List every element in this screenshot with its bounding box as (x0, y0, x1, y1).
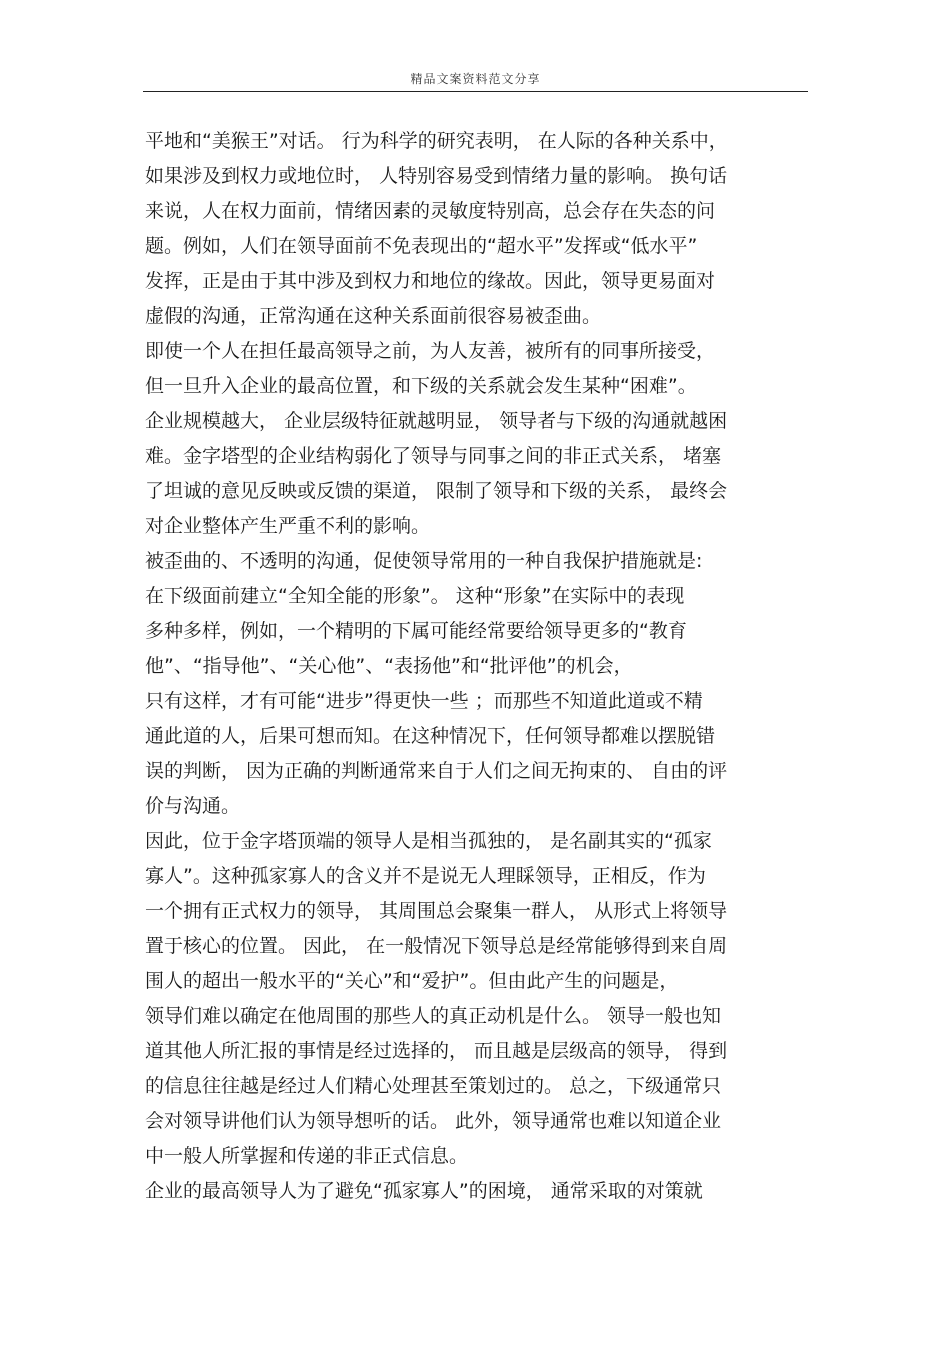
text-line: 难。金字塔型的企业结构弱化了领导与同事之间的非正式关系， 堵塞 (145, 445, 722, 467)
text-line: 了坦诚的意见反映或反馈的渠道， 限制了领导和下级的关系， 最终会 (145, 480, 728, 502)
text-line: 他”、“指导他”、“关心他”、“表扬他”和“批评他”的机会， (145, 655, 633, 677)
text-line: 通此道的人，后果可想而知。在这种情况下，任何领导都难以摆脱错 (145, 725, 716, 747)
text-line: 虚假的沟通，正常沟通在这种关系面前很容易被歪曲。 (145, 305, 602, 327)
text-line: 因此，位于金字塔顶端的领导人是相当孤独的， 是名副其实的“孤家 (145, 830, 712, 852)
text-line: 来说，人在权力面前，情绪因素的灵敏度特别高，总会存在失态的问 (145, 200, 716, 222)
document-body (145, 124, 810, 1209)
page-header: 精品文案资料范文分享 (410, 72, 541, 86)
text-line: 平地和“美猴王”对话。 行为科学的研究表明， 在人际的各种关系中， (145, 130, 728, 152)
text-line: 道其他人所汇报的事情是经过选择的， 而且越是层级高的领导， 得到 (145, 1040, 728, 1062)
text-line: 企业的最高领导人为了避免“孤家寡人”的困境， 通常采取的对策就 (145, 1180, 703, 1202)
text-line: 价与沟通。 (145, 795, 241, 817)
text-line: 发挥，正是由于其中涉及到权力和地位的缘故。因此，领导更易面对 (145, 270, 716, 292)
text-line: 只有这样，才有可能“进步”得更快一些 ；而那些不知道此道或不精 (145, 690, 703, 712)
text-line: 企业规模越大， 企业层级特征就越明显， 领导者与下级的沟通就越困 (145, 410, 728, 432)
text-line: 但一旦升入企业的最高位置，和下级的关系就会发生某种“困难”。 (145, 375, 697, 397)
text-line: 置于核心的位置。 因此， 在一般情况下领导总是经常能够得到来自周 (145, 935, 728, 957)
text-line: 会对领导讲他们认为领导想听的话。 此外，领导通常也难以知道企业 (145, 1110, 722, 1132)
text-line: 一个拥有正式权力的领导， 其周围总会聚集一群人， 从形式上将领导 (145, 900, 728, 922)
text-line: 领导们难以确定在他周围的那些人的真正动机是什么。 领导一般也知 (145, 1005, 722, 1027)
text-line: 如果涉及到权力或地位时， 人特别容易受到情绪力量的影响。 换句话 (145, 165, 728, 187)
text-line: 寡人”。这种孤家寡人的含义并不是说无人理睬领导，正相反，作为 (145, 865, 706, 887)
text-line: 题。例如，人们在领导面前不免表现出的“超水平”发挥或“低水平” (145, 235, 698, 257)
text-line: 即使一个人在担任最高领导之前，为人友善，被所有的同事所接受， (145, 340, 716, 362)
text-line: 的信息往往越是经过人们精心处理甚至策划过的。 总之，下级通常只 (145, 1075, 722, 1097)
text-line: 中一般人所掌握和传递的非正式信息。 (145, 1145, 469, 1167)
text-line: 对企业整体产生严重不利的影响。 (145, 515, 431, 537)
text-line: 在下级面前建立“全知全能的形象”。 这种“形象”在实际中的表现 (145, 585, 685, 607)
text-line: 多种多样，例如，一个精明的下属可能经常要给领导更多的“教育 (145, 620, 687, 642)
text-line: 围人的超出一般水平的“关心”和“爱护”。但由此产生的问题是， (145, 970, 679, 992)
header-divider (143, 91, 808, 92)
text-line: 被歪曲的、不透明的沟通，促使领导常用的一种自我保护措施就是: (145, 550, 703, 572)
text-line: 误的判断， 因为正确的判断通常来自于人们之间无拘束的、 自由的评 (145, 760, 728, 782)
